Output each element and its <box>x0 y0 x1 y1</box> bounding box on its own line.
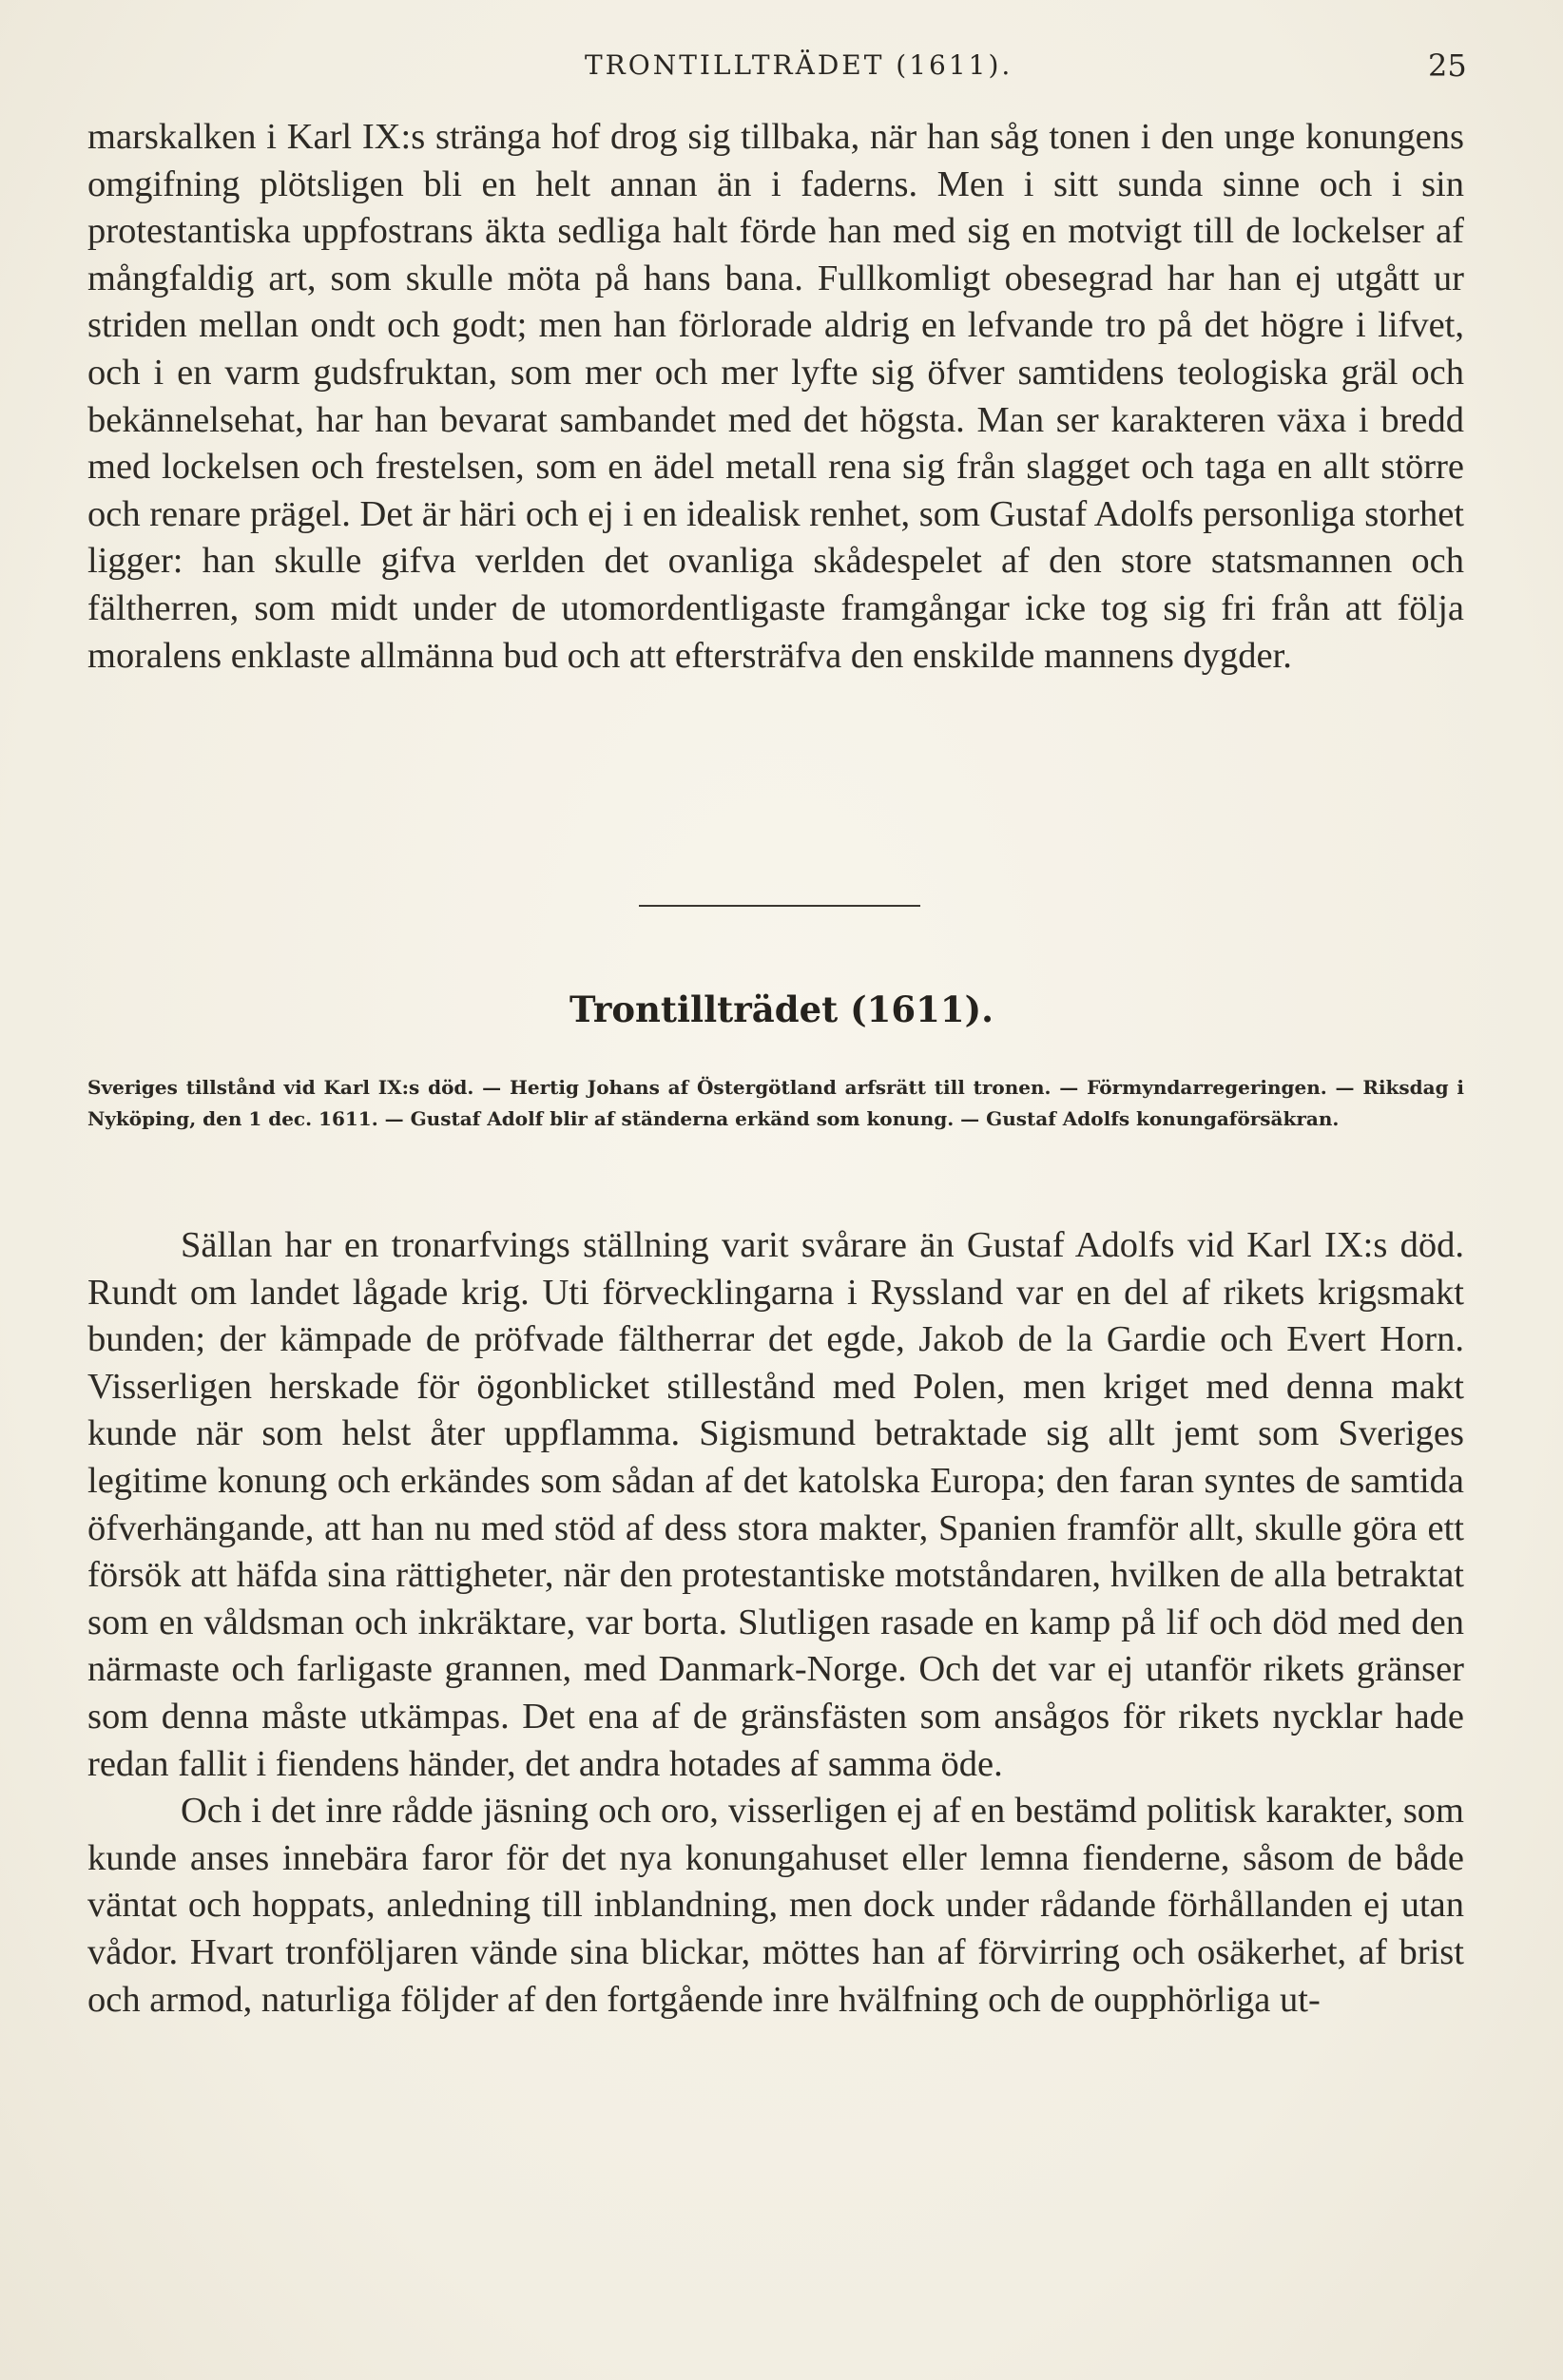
paragraph-inner-unrest: Och i det inre rådde jäsning och oro, visserligen ej af en bestämd politisk karakter, som kunde anses innebära faror för det nya konungahuset eller lemna fienderne, såsom de både väntat och hoppats, anledning till inblandning, men dock under rådande förhållanden ej utan vådor. Hvart tronföljaren vände sina blickar, möttes han af förvirring och osäkerhet, af brist och armod, naturliga följder af den fortgående inre hvälfning och de oupphörliga ut- <box>87 1791 1464 2020</box>
page-number: 25 <box>1428 48 1467 84</box>
chapter-summary: Sveriges tillstånd vid Karl IX:s död. — Hertig Johans af Östergötland arfsrätt till tronen. — Förmyndarregeringen. — Riksdag i Nyköping, den 1 dec. 1611. — Gustaf Adolf blir af ständerna erkänd som konung. — Gustaf Adolfs konungaförsäkran. <box>87 1076 1464 1130</box>
body-text-section <box>87 1222 1464 2024</box>
running-title: TRONTILLTRÄDET (1611). <box>585 49 1013 81</box>
running-header <box>0 46 1563 87</box>
section-title: Trontillträdet (1611). <box>569 988 994 1030</box>
section-divider <box>639 905 920 907</box>
body-text-top <box>87 114 1464 680</box>
paragraph-continuation: marskalken i Karl IX:s stränga hof drog sig tillbaka, när han såg tonen i den unge konungens omgifning plötsligen bli en helt annan än i faderns. Men i sitt sunda sinne och i sin protestantiska uppfostrans äkta sedliga halt förde han med sig en motvigt till de lockelser af mångfaldig art, som skulle möta på hans bana. Fullkomligt obesegrad har han ej utgått ur striden mellan ondt och godt; men han förlorade aldrig en lefvande tro på det högre i lifvet, och i en varm gudsfruktan, som mer och mer lyfte sig öfver samtidens teologiska gräl och bekännelsehat, har han bevarat sambandet med det högsta. Man ser karakteren växa i bredd med lockelsen och frestelsen, som en ädel metall rena sig från slagget och taga en allt större och renare prägel. Det är häri och ej i en idealisk renhet, som Gustaf Adolfs personliga storhet ligger: han skulle gifva verlden det ovanliga skådespelet af den store statsmannen och fältherren, som midt under de utomordentligaste framgångar icke tog sig fri från att följa moralens enklaste allmänna bud och att eftersträfva den enskilde mannens dygder. <box>87 117 1464 676</box>
paragraph-opening: Sällan har en tronarfvings ställning varit svårare än Gustaf Adolfs vid Karl IX:s död. Rundt om landet lågade krig. Uti förvecklingarna i Ryssland var en del af rikets krigsmakt bunden; der kämpade de pröfvade fältherrar det egde, Jakob de la Gardie och Evert Horn. Visserligen herskade för ögonblicket stillestånd med Polen, men kriget med denna makt kunde när som helst åter uppflamma. Sigismund betraktade sig allt jemt som Sveriges legitime konung och erkändes som sådan af det katolska Europa; den faran syntes de samtida öfverhängande, att han nu med stöd af dess stora makter, Spanien framför allt, skulle göra ett försök att häfda sina rättigheter, när den protestantiske motståndaren, hvilken de alla betraktat som en våldsman och inkräktare, var borta. Slutligen rasade en kamp på lif och död med den närmaste och farligaste grannen, med Danmark-Norge. Och det var ej utanför rikets gränser som denna måste utkämpas. Det ena af de gränsfästen som ansågos för rikets nycklar hade redan fallit i fiendens händer, det andra hotades af samma öde. <box>87 1225 1464 1784</box>
